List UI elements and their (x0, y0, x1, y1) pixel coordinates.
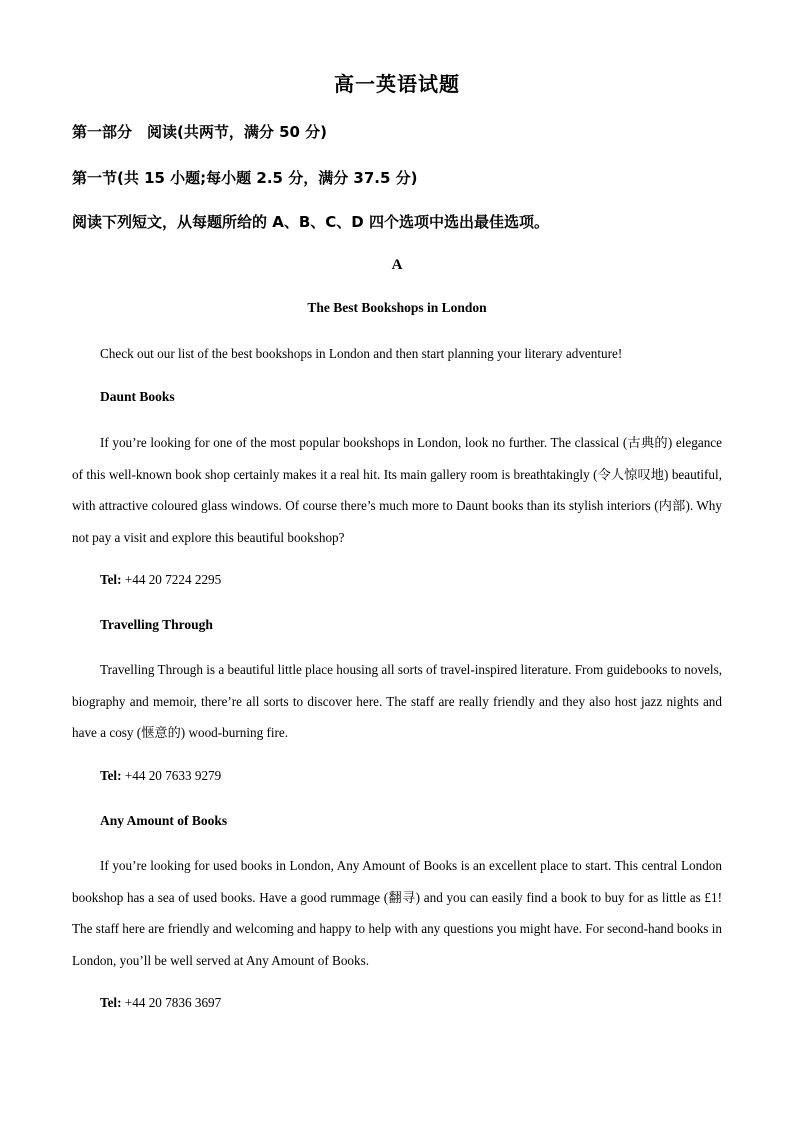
tel-number: +44 20 7836 3697 (124, 995, 222, 1010)
tel-number: +44 20 7224 2295 (124, 572, 222, 587)
instruction-text: 阅读下列短文，从每题所给的 A、B、C、D 四个选项中选出最佳选项。 (72, 213, 549, 231)
shop-phone-travelling (100, 768, 221, 784)
passage-letter: A (391, 257, 403, 273)
intro-paragraph: Check out our list of the best bookshops in London and then start planning your literary adventure! (100, 346, 623, 361)
shop-heading-any-amount: Any Amount of Books (100, 813, 228, 828)
passage-title: The Best Bookshops in London (307, 300, 487, 315)
section-one-heading: 第一节(共 15 小题;每小题 2.5 分，满分 37.5 分) (72, 169, 418, 187)
shop-heading-daunt: Daunt Books (100, 389, 175, 404)
shop-phone-any-amount (100, 995, 221, 1011)
shop-phone-daunt (100, 572, 221, 588)
shop-description-daunt: If you’re looking for one of the most popular bookshops in London, look no further. The classical (古典的) elegance of this well-known book shop certainly makes it a real hit. Its main gallery room is breathtakingly (令人惊叹地) beautiful, with attractive coloured glass windows. Of course there’s much more to Daunt books than its stylish interiors (内部). Why not pay a visit and explore this beautiful bookshop? (72, 435, 722, 545)
section-part-heading: 第一部分 阅读(共两节，满分 50 分) (72, 123, 328, 141)
tel-number: +44 20 7633 9279 (124, 768, 222, 783)
tel-label: Tel: (100, 768, 122, 783)
shop-heading-travelling: Travelling Through (100, 617, 213, 632)
page-title: 高一英语试题 (334, 72, 460, 96)
shop-description-travelling: Travelling Through is a beautiful little place housing all sorts of travel-inspired literature. From guidebooks to novels, biography and memoir, there’re all sorts to discover here. The staff are really friendly and they also host jazz nights and have a cosy (惬意的) wood-burning fire. (72, 662, 722, 740)
shop-description-any-amount: If you’re looking for used books in London, Any Amount of Books is an excellent place to start. This central London bookshop has a sea of used books. Have a good rummage (翻寻) and you can easily find a book to buy for as little as £1! The staff here are friendly and welcoming and happy to help with any questions you might have. For second-hand books in London, you’ll be well served at Any Amount of Books. (72, 858, 722, 968)
tel-label: Tel: (100, 995, 122, 1010)
tel-label: Tel: (100, 572, 122, 587)
